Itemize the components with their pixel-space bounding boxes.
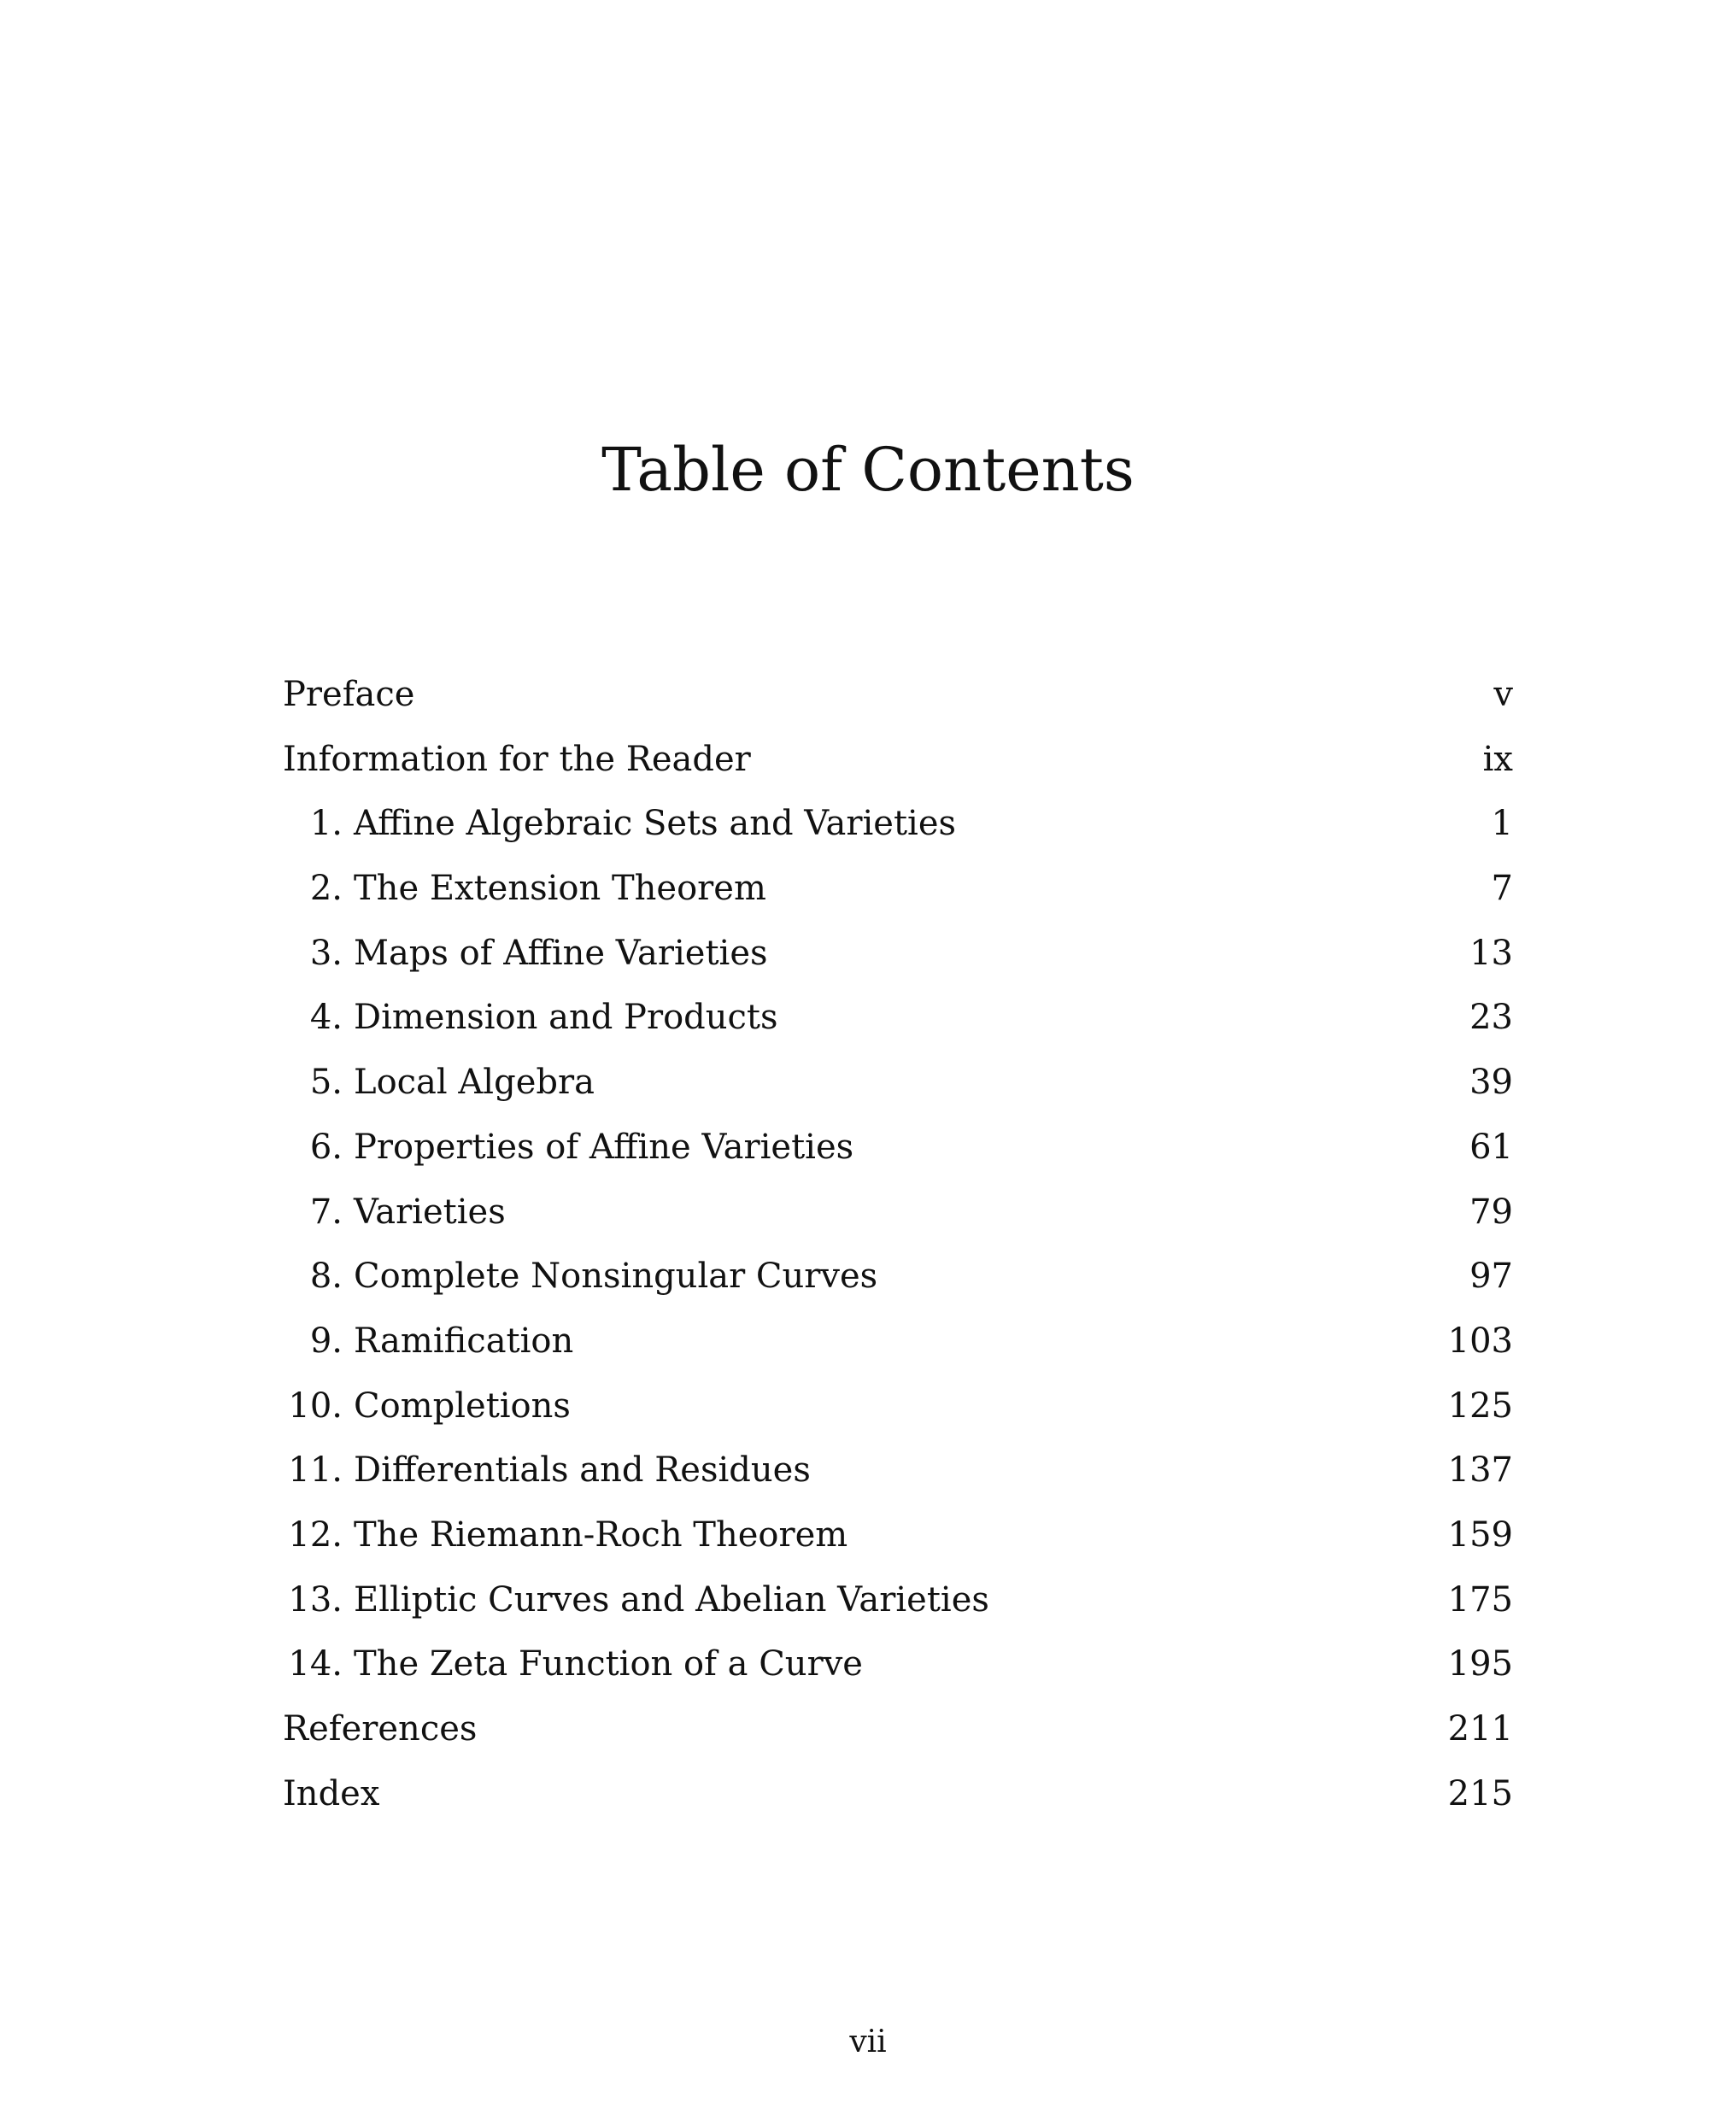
toc-entry-title: Complete Nonsingular Curves xyxy=(354,1257,878,1297)
toc-entry[interactable] xyxy=(283,669,1513,734)
toc-entry[interactable] xyxy=(283,1638,1513,1703)
toc-entry[interactable] xyxy=(283,992,1513,1057)
toc-entry-title: Information for the Reader xyxy=(283,739,751,779)
toc-entry[interactable] xyxy=(283,1122,1513,1186)
toc-entry[interactable] xyxy=(283,1509,1513,1574)
toc-entry[interactable] xyxy=(283,1768,1513,1833)
chapter-number: 8. xyxy=(309,1257,343,1297)
table-of-contents xyxy=(283,669,1513,1832)
chapter-number: 14. xyxy=(288,1644,343,1684)
toc-entry-page: 1 xyxy=(1491,804,1513,844)
page-number: vii xyxy=(849,2024,887,2059)
toc-entry[interactable] xyxy=(283,1315,1513,1380)
page-title: Table of Contents xyxy=(601,435,1135,505)
toc-entry-page: 7 xyxy=(1491,869,1513,909)
toc-entry[interactable] xyxy=(283,1186,1513,1251)
toc-entry[interactable] xyxy=(283,1251,1513,1315)
toc-entry-page: 215 xyxy=(1447,1773,1513,1813)
chapter-number: 5. xyxy=(309,1063,343,1103)
toc-entry-page: 103 xyxy=(1447,1321,1513,1361)
toc-entry[interactable] xyxy=(283,734,1513,799)
toc-entry-title: Affine Algebraic Sets and Varieties xyxy=(354,804,957,844)
chapter-number: 3. xyxy=(309,933,343,973)
toc-entry-page: 97 xyxy=(1469,1257,1513,1297)
toc-entry[interactable] xyxy=(283,1574,1513,1639)
toc-entry-page: 125 xyxy=(1447,1386,1513,1426)
chapter-number: 13. xyxy=(288,1579,343,1620)
toc-entry-title: Local Algebra xyxy=(354,1063,595,1103)
chapter-number: 9. xyxy=(309,1321,343,1361)
toc-entry[interactable] xyxy=(283,1057,1513,1122)
toc-entry-title: Ramification xyxy=(354,1321,574,1361)
toc-entry[interactable] xyxy=(283,863,1513,928)
toc-entry[interactable] xyxy=(283,1380,1513,1445)
toc-entry-title: Elliptic Curves and Abelian Varieties xyxy=(354,1579,989,1620)
chapter-number: 12. xyxy=(288,1514,343,1555)
toc-entry-page: v xyxy=(1493,675,1513,714)
toc-entry-title: Differentials and Residues xyxy=(354,1450,811,1491)
toc-entry-page: 137 xyxy=(1447,1450,1513,1491)
toc-entry-title: The Riemann-Roch Theorem xyxy=(354,1514,848,1555)
toc-entry-title: Preface xyxy=(283,675,415,714)
toc-entry-title: References xyxy=(283,1709,478,1749)
toc-entry-page: 61 xyxy=(1469,1127,1513,1167)
toc-entry-page: 195 xyxy=(1447,1644,1513,1684)
toc-entry-page: 159 xyxy=(1447,1514,1513,1555)
toc-entry-page: 39 xyxy=(1469,1063,1513,1103)
chapter-number: 1. xyxy=(309,804,343,844)
toc-entry-title: The Extension Theorem xyxy=(354,869,766,909)
toc-entry-title: Varieties xyxy=(354,1192,506,1232)
toc-entry-page: ix xyxy=(1482,739,1513,779)
toc-entry[interactable] xyxy=(283,798,1513,863)
toc-entry-title: Properties of Affine Varieties xyxy=(354,1127,854,1167)
chapter-number: 2. xyxy=(309,869,343,909)
chapter-number: 11. xyxy=(288,1450,343,1491)
toc-entry-page: 211 xyxy=(1447,1709,1513,1749)
toc-entry-title: Maps of Affine Varieties xyxy=(354,933,768,973)
toc-entry[interactable] xyxy=(283,1703,1513,1768)
chapter-number: 4. xyxy=(309,998,343,1038)
toc-entry-page: 79 xyxy=(1469,1192,1513,1232)
toc-entry-title: The Zeta Function of a Curve xyxy=(354,1644,863,1684)
toc-entry-title: Completions xyxy=(354,1386,571,1426)
toc-entry[interactable] xyxy=(283,928,1513,993)
toc-entry-page: 13 xyxy=(1469,933,1513,973)
toc-entry-title: Index xyxy=(283,1773,380,1813)
chapter-number: 10. xyxy=(288,1386,343,1426)
toc-entry-title: Dimension and Products xyxy=(354,998,778,1038)
chapter-number: 7. xyxy=(309,1192,343,1232)
toc-entry-page: 23 xyxy=(1469,998,1513,1038)
toc-entry-page: 175 xyxy=(1447,1579,1513,1620)
toc-entry[interactable] xyxy=(283,1444,1513,1509)
chapter-number: 6. xyxy=(309,1127,343,1167)
